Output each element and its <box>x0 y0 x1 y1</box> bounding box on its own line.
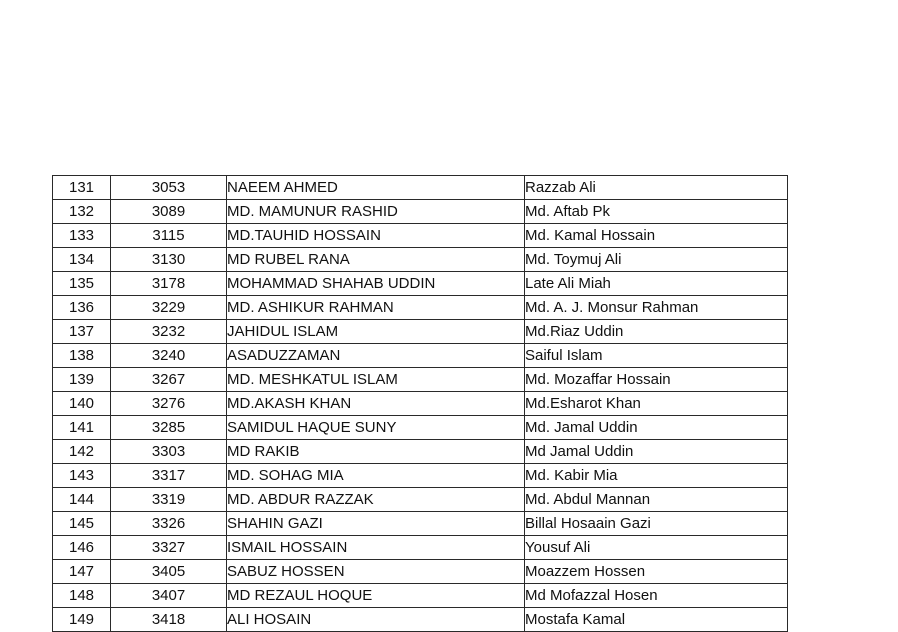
name-cell: SHAHIN GAZI <box>227 512 525 536</box>
id-cell: 3319 <box>111 488 227 512</box>
serial-cell: 143 <box>53 464 111 488</box>
id-cell: 3178 <box>111 272 227 296</box>
table-row <box>53 536 788 560</box>
name-cell: MD RUBEL RANA <box>227 248 525 272</box>
serial-cell: 137 <box>53 320 111 344</box>
name-cell: NAEEM AHMED <box>227 176 525 200</box>
serial-cell: 133 <box>53 224 111 248</box>
father-name-cell: Md. Toymuj Ali <box>525 248 788 272</box>
id-cell: 3317 <box>111 464 227 488</box>
id-cell: 3053 <box>111 176 227 200</box>
name-cell: MD.TAUHID HOSSAIN <box>227 224 525 248</box>
serial-cell: 134 <box>53 248 111 272</box>
table-row <box>53 440 788 464</box>
id-cell: 3267 <box>111 368 227 392</box>
serial-cell: 132 <box>53 200 111 224</box>
serial-cell: 140 <box>53 392 111 416</box>
name-cell: MD REZAUL HOQUE <box>227 584 525 608</box>
father-name-cell: Md. Abdul Mannan <box>525 488 788 512</box>
name-cell: MD. MESHKATUL ISLAM <box>227 368 525 392</box>
serial-cell: 138 <box>53 344 111 368</box>
father-name-cell: Billal Hosaain Gazi <box>525 512 788 536</box>
name-cell: MD.AKASH KHAN <box>227 392 525 416</box>
father-name-cell: Md. Kabir Mia <box>525 464 788 488</box>
father-name-cell: Md Mofazzal Hosen <box>525 584 788 608</box>
table-row <box>53 560 788 584</box>
id-cell: 3130 <box>111 248 227 272</box>
name-cell: ISMAIL HOSSAIN <box>227 536 525 560</box>
id-cell: 3089 <box>111 200 227 224</box>
id-cell: 3240 <box>111 344 227 368</box>
name-cell: JAHIDUL ISLAM <box>227 320 525 344</box>
id-cell: 3418 <box>111 608 227 632</box>
father-name-cell: Moazzem Hossen <box>525 560 788 584</box>
serial-cell: 135 <box>53 272 111 296</box>
candidate-table-body <box>53 176 788 632</box>
father-name-cell: Md. Mozaffar Hossain <box>525 368 788 392</box>
father-name-cell: Md. Jamal Uddin <box>525 416 788 440</box>
name-cell: MD RAKIB <box>227 440 525 464</box>
father-name-cell: Md.Esharot Khan <box>525 392 788 416</box>
table-row <box>53 272 788 296</box>
table-row <box>53 368 788 392</box>
father-name-cell: Md. Kamal Hossain <box>525 224 788 248</box>
name-cell: MD. SOHAG MIA <box>227 464 525 488</box>
table-row <box>53 608 788 632</box>
serial-cell: 131 <box>53 176 111 200</box>
name-cell: SABUZ HOSSEN <box>227 560 525 584</box>
id-cell: 3405 <box>111 560 227 584</box>
father-name-cell: Md. A. J. Monsur Rahman <box>525 296 788 320</box>
table-row <box>53 584 788 608</box>
id-cell: 3276 <box>111 392 227 416</box>
name-cell: MD. ABDUR RAZZAK <box>227 488 525 512</box>
table-row <box>53 320 788 344</box>
name-cell: ALI HOSAIN <box>227 608 525 632</box>
table-row <box>53 344 788 368</box>
father-name-cell: Md.Riaz Uddin <box>525 320 788 344</box>
father-name-cell: Md. Aftab Pk <box>525 200 788 224</box>
table-row <box>53 200 788 224</box>
serial-cell: 144 <box>53 488 111 512</box>
table-row <box>53 224 788 248</box>
id-cell: 3303 <box>111 440 227 464</box>
name-cell: MD. ASHIKUR RAHMAN <box>227 296 525 320</box>
table-row <box>53 392 788 416</box>
table-row <box>53 296 788 320</box>
table-row <box>53 248 788 272</box>
name-cell: MOHAMMAD SHAHAB UDDIN <box>227 272 525 296</box>
serial-cell: 145 <box>53 512 111 536</box>
table-row <box>53 464 788 488</box>
id-cell: 3232 <box>111 320 227 344</box>
serial-cell: 148 <box>53 584 111 608</box>
father-name-cell: Razzab Ali <box>525 176 788 200</box>
father-name-cell: Saiful Islam <box>525 344 788 368</box>
name-cell: MD. MAMUNUR RASHID <box>227 200 525 224</box>
name-cell: SAMIDUL HAQUE SUNY <box>227 416 525 440</box>
candidate-table <box>52 175 788 632</box>
serial-cell: 136 <box>53 296 111 320</box>
serial-cell: 139 <box>53 368 111 392</box>
father-name-cell: Mostafa Kamal <box>525 608 788 632</box>
table-row <box>53 512 788 536</box>
name-cell: ASADUZZAMAN <box>227 344 525 368</box>
id-cell: 3285 <box>111 416 227 440</box>
father-name-cell: Late Ali Miah <box>525 272 788 296</box>
table-row <box>53 176 788 200</box>
id-cell: 3115 <box>111 224 227 248</box>
table-row <box>53 488 788 512</box>
serial-cell: 141 <box>53 416 111 440</box>
id-cell: 3327 <box>111 536 227 560</box>
serial-cell: 147 <box>53 560 111 584</box>
table-row <box>53 416 788 440</box>
id-cell: 3229 <box>111 296 227 320</box>
id-cell: 3326 <box>111 512 227 536</box>
father-name-cell: Md Jamal Uddin <box>525 440 788 464</box>
serial-cell: 146 <box>53 536 111 560</box>
id-cell: 3407 <box>111 584 227 608</box>
serial-cell: 149 <box>53 608 111 632</box>
serial-cell: 142 <box>53 440 111 464</box>
father-name-cell: Yousuf Ali <box>525 536 788 560</box>
